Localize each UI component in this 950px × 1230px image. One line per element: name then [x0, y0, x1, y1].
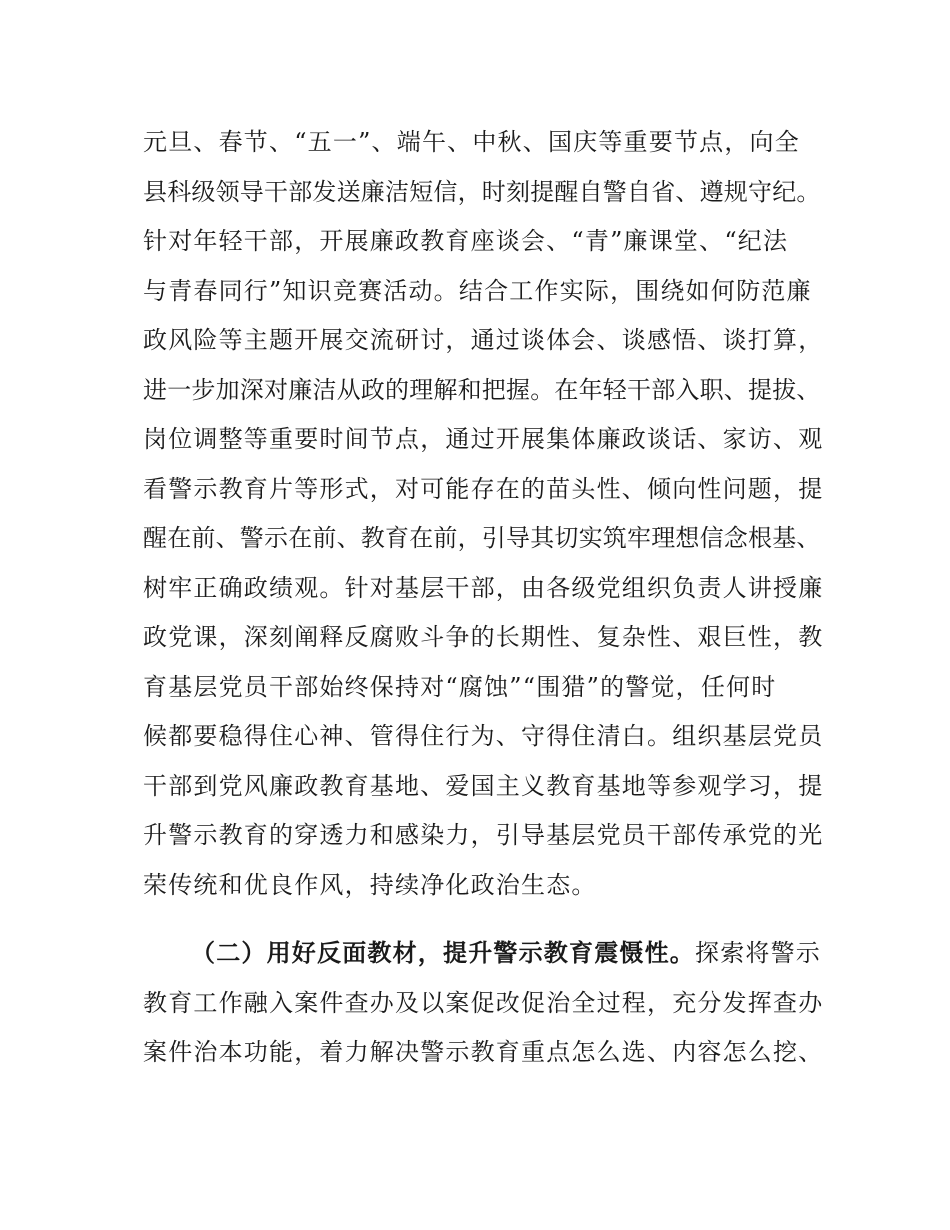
paragraph-2-line-1	[191, 933, 823, 973]
paragraph-1-line-12: 育基层党员干部始终保持对“腐蚀”“围猎”的警觉，任何时	[143, 673, 777, 701]
paragraph-1-line-3: 针对年轻干部，开展廉政教育座谈会、“青”廉课堂、“纪法	[143, 227, 789, 255]
section-heading-continuation: 探索将警示	[695, 939, 821, 967]
paragraph-1-line-5: 政风险等主题开展交流研讨，通过谈体会、谈感悟、谈打算，	[143, 326, 824, 354]
paragraph-1-line-7: 岗位调整等重要时间节点，通过开展集体廉政谈话、家访、观	[143, 425, 824, 453]
paragraph-1-line-16: 荣传统和优良作风，持续净化政治生态。	[143, 871, 597, 899]
paragraph-1-line-15: 升警示教育的穿透力和感染力，引导基层党员干部传承党的光	[143, 821, 824, 849]
paragraph-1-line-11: 政党课，深刻阐释反腐败斗争的长期性、复杂性、艰巨性，教	[143, 623, 824, 651]
paragraph-1-line-4: 与青春同行”知识竞赛活动。结合工作实际，围绕如何防范廉	[143, 277, 812, 305]
paragraph-1-line-10: 树牢正确政绩观。针对基层干部，由各级党组织负责人讲授廉	[143, 574, 824, 602]
paragraph-1-line-6: 进一步加深对廉洁从政的理解和把握。在年轻干部入职、提拔、	[143, 376, 821, 404]
paragraph-1-line-1: 元旦、春节、“五一”、端午、中秋、国庆等重要节点，向全	[143, 128, 800, 156]
paragraph-2-line-2: 教育工作融入案件查办及以案促改促治全过程，充分发挥查办	[143, 989, 824, 1017]
paragraph-1-line-2: 县科级领导干部发送廉洁短信，时刻提醒自警自省、遵规守纪。	[143, 178, 821, 206]
paragraph-1-line-9: 醒在前、警示在前、教育在前，引导其切实筑牢理想信念根基、	[143, 524, 821, 552]
paragraph-1-line-14: 干部到党风廉政教育基地、爱国主义教育基地等参观学习，提	[143, 772, 824, 800]
paragraph-2-line-3: 案件治本功能，着力解决警示教育重点怎么选、内容怎么挖、	[143, 1038, 824, 1066]
section-heading: （二）用好反面教材，提升警示教育震慑性。	[191, 939, 695, 967]
paragraph-1-line-8: 看警示教育片等形式，对可能存在的苗头性、倾向性问题，提	[143, 475, 824, 503]
paragraph-1-line-13: 候都要稳得住心神、管得住行为、守得住清白。组织基层党员	[143, 722, 824, 750]
